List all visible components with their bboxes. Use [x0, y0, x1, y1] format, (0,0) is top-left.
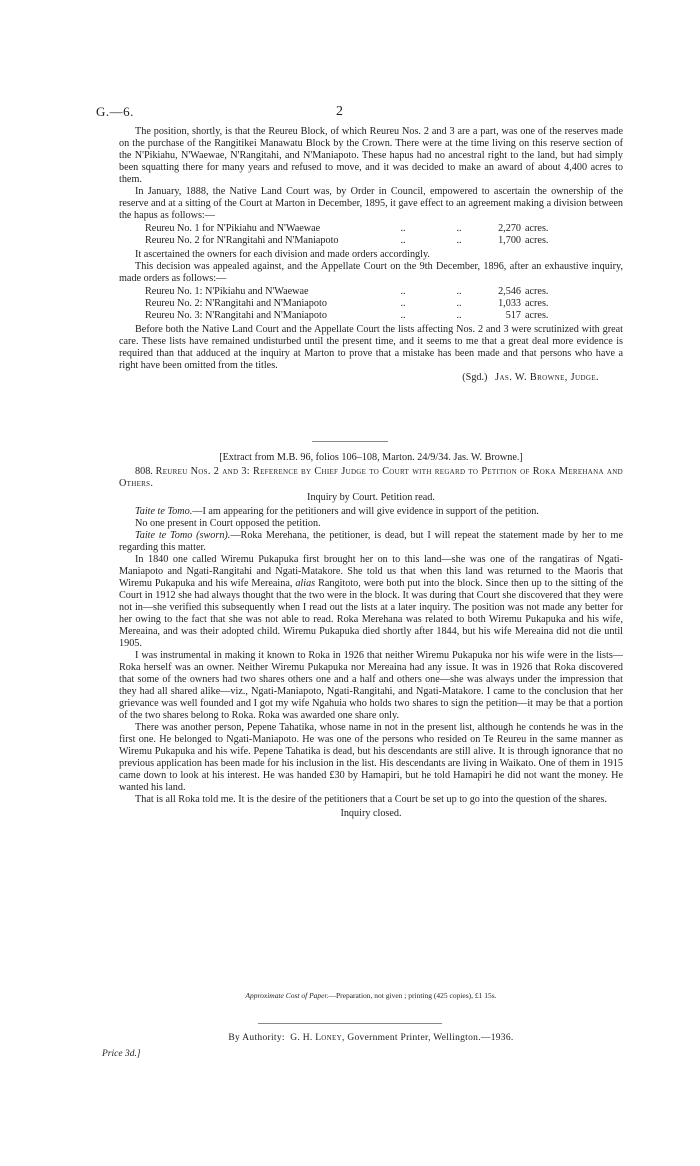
heading-number: 808. — [135, 466, 153, 477]
statement-paragraph-4 — [119, 554, 623, 650]
speaker-name: Taite te Tomo (sworn). — [135, 530, 231, 541]
row-leader: .. — [400, 286, 406, 297]
statement-paragraph-6: There was another person, Pepene Tahatika, whose name in not in the present list, although he contends he was in the first one. He belonged to Ngati-Maniapoto. He was one of the persons who resided on Te Reureu in the same manner as Wiremu Pukapuka and his wife. Pepene Tahatika is dead, but his descendants are still alive. It is through ignorance that no previous application has been made for his inclusion in the list. His descendants are living in Waikato. One of them in 1915 came down to look at his interest. He was handed £30 by Hamapiri, but he told Hamapiri he did not want the money. He wanted his land. — [119, 722, 623, 793]
extract-reference: [Extract from M.B. 96, folios 106–108, Marton. 24/9/34. Jas. W. Browne.] — [219, 452, 523, 463]
footer-divider — [258, 1023, 442, 1024]
document-reference: G.—6. — [96, 104, 134, 119]
table-row — [145, 298, 548, 310]
cost-label: Approximate Cost of Paper. — [245, 991, 329, 1000]
inquiry-closed: Inquiry closed. — [340, 808, 402, 819]
allocation-table-1896 — [145, 286, 548, 322]
row-label: Reureu No. 1 for N'Pikiahu and N'Waewae — [145, 223, 321, 234]
row-label: Reureu No. 2: N'Rangitahi and N'Maniapoto — [145, 298, 327, 309]
report-paragraph-4: This decision was appealed against, and the Appellate Court on the 9th December, 1896, after an exhaustive inquiry, made orders as follows:— — [119, 261, 623, 284]
judge-signature — [119, 372, 623, 384]
row-leader: .. — [456, 310, 462, 321]
table-row — [145, 286, 548, 298]
alias-word: alias — [295, 578, 316, 589]
section-divider — [312, 441, 388, 442]
cost-text: —Preparation, not given ; printing (425 copies), £1 15s. — [328, 991, 497, 1000]
row-leader: .. — [400, 298, 406, 309]
row-value: 1,033 — [498, 298, 521, 309]
table-row — [145, 223, 548, 235]
row-label: Reureu No. 1: N'Pikiahu and N'Waewae — [145, 286, 309, 297]
authority-prefix: By Authority: — [228, 1033, 285, 1043]
statement-paragraph-5: I was instrumental in making it known to Roka in 1926 that neither Wiremu Pukapuka nor his wife were in the lists—Roka herself was an owner. Neither Wiremu Pukapuka nor Mereaina had any issue. It was in 1926 that Roka discovered that some of the owners had two shares others one and a half and others one—she was always under the impression that they had all shared alike—viz., Ngati-Maniapoto, Ngati-Rangitahi, and Ngati-Matakore. I came to the conclusion that her grievance was well founded and I got my wife Ngahuia who holds two shares to sign the petition—it may be that a portion of the two shares belong to Roka. Roka was awarded one share only. — [119, 650, 623, 721]
row-leader: .. — [400, 235, 406, 246]
printer-authority — [119, 1033, 623, 1043]
table-row — [145, 310, 548, 322]
row-unit: acres. — [525, 286, 549, 297]
statement-paragraph-3 — [119, 530, 623, 554]
statement-text: —Roka Merehana, the petitioner, is dead, but I will repeat the statement made by her to me regarding this matter. — [119, 530, 623, 553]
court-extract — [119, 452, 623, 820]
allocation-table-1895 — [145, 223, 548, 247]
statement-text: Rangitoto, were both put into the block. Since then up to the sitting of the Court in 1912 she had always thought that the two were in the block. It was during that Court she discovered that they were not in—she verified this subsequently when I read out the lists at a later inquiry. The position was not made any better for her owing to the fact that she was not able to read. Roka Merehana was related to both Wiremu Pukapuka and his wife, Mereaina, and was their adopted child. Wiremu Pukapuka died shortly after 1844, but his wife Mereaina did not die until 1905. — [119, 578, 624, 649]
row-value: 1,700 — [498, 235, 521, 246]
row-unit: acres. — [525, 235, 549, 246]
statement-paragraph-7: That is all Roka told me. It is the desire of the petitioners that a Court be set up to go into the question of the shares. — [135, 794, 607, 805]
speaker-name: Taite te Tomo. — [135, 506, 193, 517]
row-leader: .. — [400, 223, 406, 234]
row-label: Reureu No. 2 for N'Rangitahi and N'Maniapoto — [145, 235, 339, 246]
signature-name: Jas. W. Browne, Judge. — [495, 372, 599, 383]
report-paragraph-2: In January, 1888, the Native Land Court was, by Order in Council, empowered to ascertain the ownership of the reserve and at a sitting of the Court at Marton in December, 1895, it gave effect to an agreement making a division between the hapus as follows:— — [119, 186, 623, 221]
row-unit: acres. — [525, 223, 549, 234]
heading-text: Reureu Nos. 2 and 3: Reference by Chief Judge to Court with regard to Petition of Roka Merehana and Others. — [119, 466, 623, 489]
statement-paragraph-1 — [119, 506, 623, 518]
row-unit: acres. — [525, 310, 549, 321]
inquiry-line: Inquiry by Court. Petition read. — [307, 492, 435, 503]
statement-text: —I am appearing for the petitioners and will give evidence in support of the petition. — [192, 506, 539, 517]
row-leader: .. — [456, 223, 462, 234]
row-leader: .. — [456, 298, 462, 309]
report-paragraph-3: It ascertained the owners for each division and made orders accordingly. — [135, 249, 430, 260]
price-label: Price 3d.] — [102, 1049, 141, 1059]
row-leader: .. — [456, 235, 462, 246]
cost-of-paper-note — [119, 991, 623, 1000]
row-unit: acres. — [525, 298, 549, 309]
row-leader: .. — [456, 286, 462, 297]
statement-text: In 1840 one called Wiremu Pukapuka first brought her on to this land—she was one of the rangatiras of Ngati-Maniapoto and Ngati-Rangitahi and Ngati-Matakore. She told us that when this land was returned to the Maoris that Wiremu Pukapuka and his wife Mereaina, — [119, 554, 623, 589]
row-value: 517 — [505, 310, 521, 321]
report-paragraph-1: The position, shortly, is that the Reureu Block, of which Reureu Nos. 2 and 3 are a part, was one of the reserves made on the purchase of the Rangitikei Manawatu Block by the Crown. There were at the time living on this reserve section of the N'Pikiahu, N'Waewae, N'Rangitahi, and N'Maniapoto. These hapus had no ancestral right to the land, but had simply been squatting there for many years and refused to move, and it was decided to make an award of about 4,400 acres to them. — [119, 126, 623, 185]
printer-name: G. H. Loney, — [290, 1033, 345, 1043]
statement-paragraph-2: No one present in Court opposed the petition. — [135, 518, 321, 529]
table-row — [145, 235, 548, 247]
authority-rest: Government Printer, Wellington.—1936. — [347, 1033, 514, 1043]
row-label: Reureu No. 3: N'Rangitahi and N'Maniapoto — [145, 310, 327, 321]
extract-heading — [119, 466, 623, 490]
row-value: 2,270 — [498, 223, 521, 234]
row-value: 2,546 — [498, 286, 521, 297]
judge-report — [119, 126, 623, 384]
report-paragraph-5: Before both the Native Land Court and the Appellate Court the lists affecting Nos. 2 and 3 were scrutinized with great care. These lists have remained undisturbed until the present time, and it seems to me that a great deal more evidence is required than that adduced at the inquiry at Marton to prove that a mistake has been made and that persons who have a right have been omitted from the titles. — [119, 324, 623, 371]
row-leader: .. — [400, 310, 406, 321]
signature-prefix: (Sgd.) — [462, 372, 488, 383]
page-number: 2 — [336, 104, 343, 119]
